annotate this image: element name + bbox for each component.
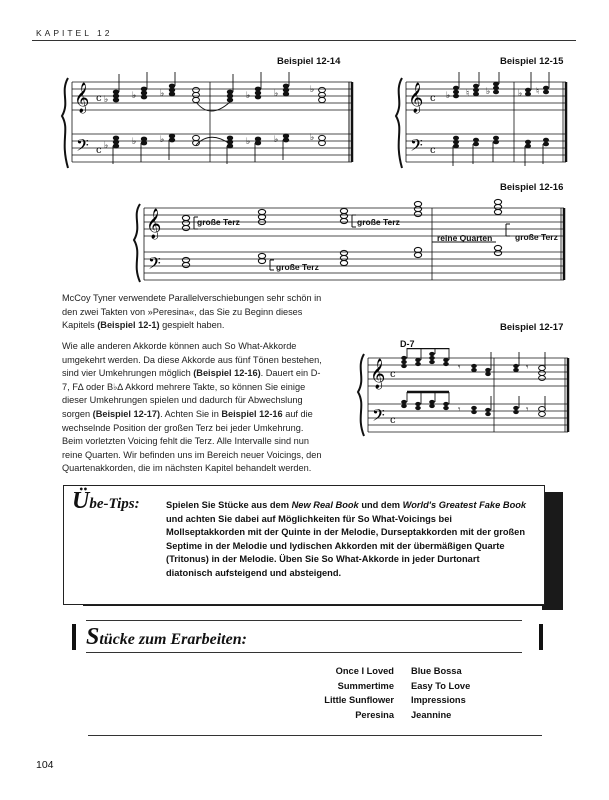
svg-text:𝄞: 𝄞 <box>74 83 90 113</box>
example-12-15-notation <box>394 72 574 182</box>
svg-text:♭: ♭ <box>132 137 137 147</box>
svg-text:𝄞: 𝄞 <box>408 83 424 113</box>
annotation-grosse-terz-3: große Terz <box>515 232 558 242</box>
svg-text:c: c <box>390 415 396 426</box>
svg-text:♮: ♮ <box>536 87 540 97</box>
page-number: 104 <box>36 759 54 771</box>
stuecke-bar-right <box>539 624 543 650</box>
paragraph-umkehrungen: Wie alle anderen Akkorde können auch So What-Akkorde umgekehrt werden. Da diese Akkorde aus fünf Tönen bestehen, sind vier Umkehrungen möglich (Beispiel 12-16). Dauert ein D-7, F∆ oder B♭∆ Akkord mehrere Takte, so können Sie einige dieser Umkehrungen spielen und dadurch für Abwechslung sorgen (Beispiel 12-17). Achten Sie in Beispiel 12-16 auf die wechselnde Position der großen Terz bei jeder Umkehrung. Beim vorletzten Voicing fehlt die Terz. Alle Intervalle sind nun reine Quarten. Wir befinden uns im Bereich neuer Voicings, den Quartenakkorden, die im nächsten Kapitel behandelt werden. <box>62 341 322 474</box>
song-item: Peresina <box>355 709 394 720</box>
song-item: Once I Loved <box>335 666 394 676</box>
stuecke-heading: Stücke zum Erarbeiten: <box>86 624 247 650</box>
stuecke-rule-bottom <box>88 735 542 736</box>
svg-text:c: c <box>390 369 396 380</box>
song-item: Blue Bossa <box>411 666 462 676</box>
songs-left-column <box>300 664 394 722</box>
example-12-14-label: Beispiel 12-14 <box>277 56 341 67</box>
svg-text:♭: ♭ <box>132 91 137 101</box>
svg-text:c: c <box>430 145 436 156</box>
svg-text:c: c <box>430 93 436 104</box>
svg-text:𝄞: 𝄞 <box>146 209 162 239</box>
svg-text:♭: ♭ <box>246 91 251 101</box>
song-item: Jeannine <box>411 709 452 720</box>
example-12-17-notation <box>356 348 574 440</box>
svg-text:♭: ♭ <box>246 137 251 147</box>
song-item: Easy To Love <box>411 680 471 691</box>
svg-text:c: c <box>96 93 102 104</box>
svg-text:♭: ♭ <box>160 135 165 145</box>
svg-text:♭: ♭ <box>446 91 451 101</box>
svg-text:♭: ♭ <box>310 85 315 95</box>
example-12-14-notation <box>60 72 360 182</box>
svg-text:𝄢: 𝄢 <box>76 135 89 159</box>
stuecke-rule-mid <box>86 652 522 653</box>
example-12-16-label: Beispiel 12-16 <box>500 182 564 193</box>
svg-text:𝄢: 𝄢 <box>372 405 385 429</box>
svg-text:𝄢: 𝄢 <box>410 135 423 159</box>
svg-text:♮: ♮ <box>466 89 470 99</box>
svg-text:𝄾: 𝄾 <box>526 405 529 415</box>
svg-text:♭: ♭ <box>486 87 491 97</box>
header-rule <box>32 40 576 41</box>
annotation-grosse-terz-2: große Terz <box>357 217 400 227</box>
song-item: Impressions <box>411 695 466 706</box>
songs-right-column <box>411 664 531 722</box>
stuecke-rule-top <box>86 620 522 621</box>
chord-symbol-d7: D-7 <box>400 339 415 349</box>
svg-text:𝄾: 𝄾 <box>458 363 461 373</box>
paragraph-peresina: McCoy Tyner verwendete Parallelverschiebungen sehr schön in den zwei Takten von »Peresina«, das Sie zu Beginn dieses Kapitels (Beispiel 12-1) gespielt haben. <box>62 293 322 331</box>
svg-text:♭: ♭ <box>160 89 165 99</box>
tips-heading: Übe-Tips: <box>72 488 140 514</box>
svg-text:♭: ♭ <box>274 135 279 145</box>
annotation-grosse-terz-4: große Terz <box>276 262 319 272</box>
svg-text:♭: ♭ <box>104 95 109 105</box>
svg-text:♭: ♭ <box>104 141 109 151</box>
svg-text:♭: ♭ <box>518 89 523 99</box>
song-item: Little Sunflower <box>324 695 394 706</box>
svg-text:𝄾: 𝄾 <box>526 363 529 373</box>
svg-text:♭: ♭ <box>310 133 315 143</box>
svg-text:c: c <box>96 145 102 156</box>
chapter-header: KAPITEL 12 <box>36 28 113 38</box>
song-item: Summertime <box>337 680 394 691</box>
example-12-16-notation <box>132 198 572 286</box>
svg-text:𝄾: 𝄾 <box>458 405 461 415</box>
example-12-15-label: Beispiel 12-15 <box>500 56 564 67</box>
stuecke-bar-left <box>72 624 76 650</box>
annotation-grosse-terz-1: große Terz <box>197 217 240 227</box>
tips-text: Spielen Sie Stücke aus dem New Real Book und dem World's Greatest Fake Book und achten Sie dabei auf Möglichkeiten für So What-Voicings bei Mollseptakkorden mit der Quinte in der Melodie, Durseptakkorden mit der großen Septime in der Melodie und lydischen Akkorden mit der übermäßigen Quarte (Tritonus) in der Melodie. Üben Sie So What-Akkorde in jeder Durtonart diatonisch aufsteigend und absteigend. <box>166 500 527 578</box>
example-12-17-label: Beispiel 12-17 <box>500 322 564 333</box>
annotation-reine-quarten: reine Quarten <box>437 233 493 243</box>
svg-text:𝄢: 𝄢 <box>148 253 161 277</box>
svg-text:♭: ♭ <box>274 89 279 99</box>
svg-text:𝄞: 𝄞 <box>370 359 386 389</box>
